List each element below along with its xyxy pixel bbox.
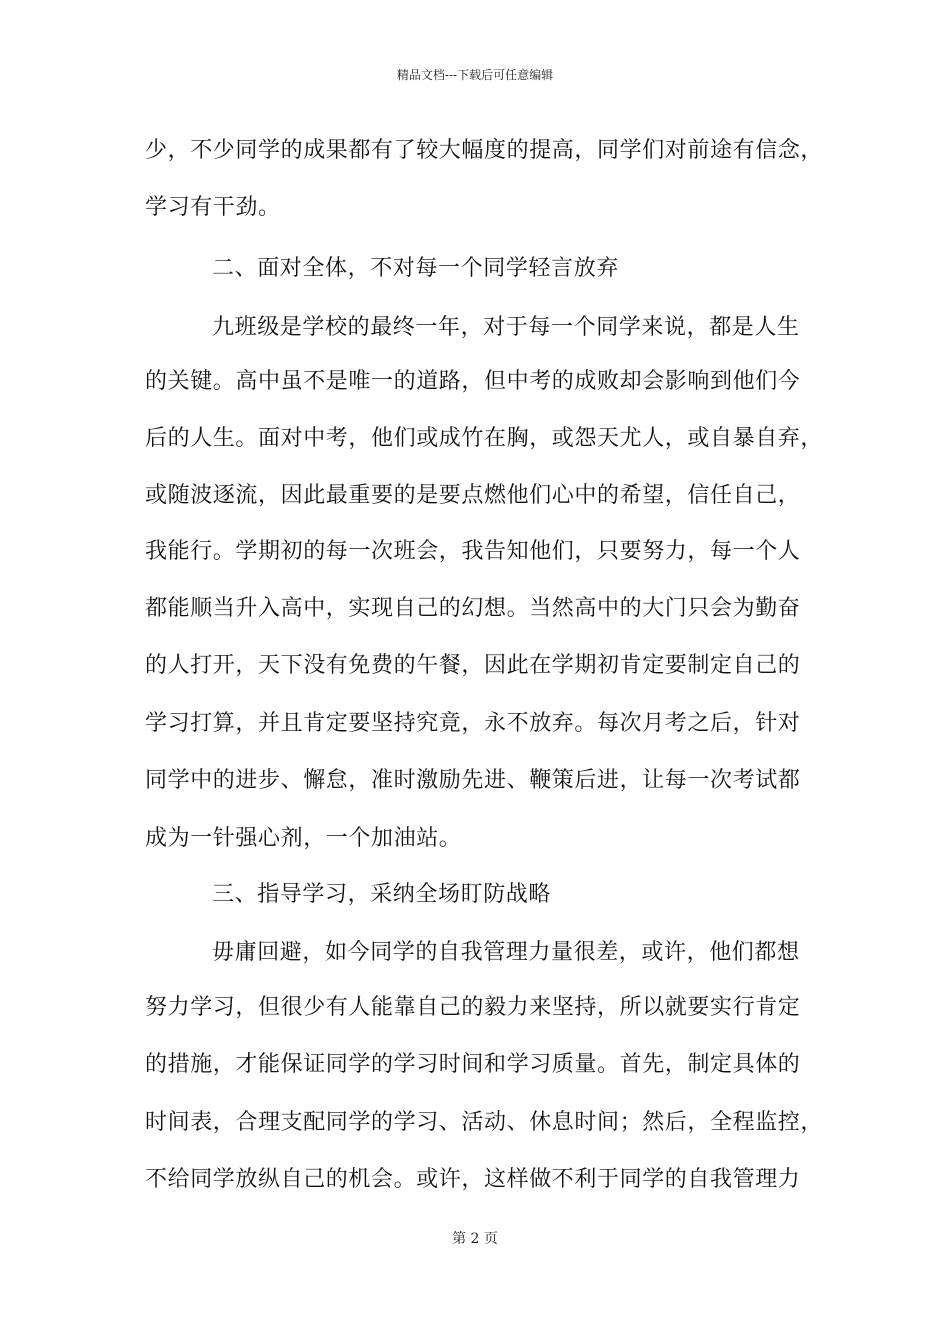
body-line: 我能行。学期初的每一次班会，我告知他们，只要努力，每一个人 (145, 539, 801, 564)
body-line: 的人打开，天下没有免费的午餐，因此在学期初肯定要制定自己的 (145, 653, 801, 678)
page-number: 第 2 页 (452, 1231, 498, 1247)
body-line: 后的人生。面对中考，他们或成竹在胸，或怨天尤人，或自暴自弃， (145, 426, 824, 451)
body-line: 少，不少同学的成果都有了较大幅度的提高，同学们对前途有信念， (145, 138, 824, 163)
section-heading: 二、面对全体，不对每一个同学轻言放弃 (212, 256, 619, 281)
body-line: 毋庸回避，如今同学的自我管理力量很差，或许，他们都想 (212, 940, 800, 965)
body-line: 不给同学放纵自己的机会。或许，这样做不利于同学的自我管理力 (145, 1167, 801, 1192)
section-heading: 三、指导学习，采纳全场盯防战略 (212, 882, 552, 907)
body-line: 努力学习，但很少有人能靠自己的毅力来坚持，所以就要实行肯定 (145, 995, 801, 1020)
body-line: 的关键。高中虽不是唯一的道路，但中考的成败却会影响到他们今 (145, 369, 801, 394)
body-line: 同学中的进步、懈怠，准时激励先进、鞭策后进，让每一次考试都 (145, 768, 801, 793)
body-line: 时间表，合理支配同学的学习、活动、休息时间；然后，全程监控， (145, 1110, 824, 1135)
page-header: 精品文档---下载后可任意编辑 (396, 68, 554, 82)
body-line: 学习打算，并且肯定要坚持究竟，永不放弃。每次月考之后，针对 (145, 711, 801, 736)
body-line: 都能顺当升入高中，实现自己的幻想。当然高中的大门只会为勤奋 (145, 596, 801, 621)
body-line: 成为一针强心剂，一个加油站。 (145, 826, 462, 851)
body-line: 九班级是学校的最终一年，对于每一个同学来说，都是人生 (212, 315, 800, 340)
body-line: 的措施，才能保证同学的学习时间和学习质量。首先，制定具体的 (145, 1052, 801, 1077)
body-line: 学习有干劲。 (145, 195, 281, 220)
body-line: 或随波逐流，因此最重要的是要点燃他们心中的希望，信任自己， (145, 483, 801, 508)
